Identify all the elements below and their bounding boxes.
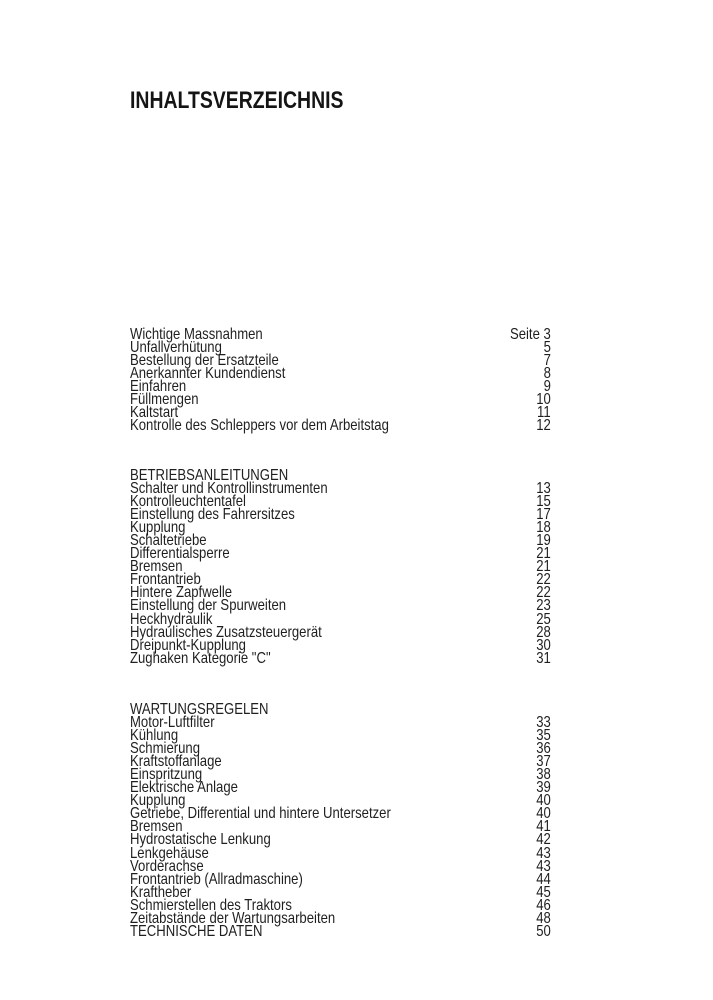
- toc-entry: [130, 391, 551, 409]
- toc-entry-label: Kaltstart: [130, 404, 179, 422]
- toc-entry-page: 36: [536, 740, 551, 758]
- toc-entry-page: 17: [536, 506, 551, 524]
- toc-entry-page: 41: [536, 818, 551, 836]
- toc-entry-page: 37: [536, 753, 551, 771]
- toc-entry-label: Bremsen: [130, 558, 183, 576]
- toc-entry-label: Schalter und Kontrollinstrumenten: [130, 480, 328, 498]
- toc-entry-page: 15: [536, 493, 551, 511]
- toc-entry-page: 21: [536, 545, 551, 563]
- toc-entry-label: Einstellung der Spurweiten: [130, 597, 287, 615]
- toc-entry-label: Kontrolleuchtentafel: [130, 493, 246, 511]
- toc-entry-label: Kühlung: [130, 727, 179, 745]
- toc-entry: [130, 779, 551, 797]
- toc-section-header-label: BETRIEBSANLEITUNGEN: [130, 467, 289, 484]
- toc-entry-page: 28: [536, 623, 551, 641]
- toc-entry-page: 5: [543, 339, 551, 357]
- toc-entry-page: 10: [536, 391, 551, 409]
- toc-entry-label: Bremsen: [130, 818, 183, 836]
- toc-entry-label: Kraftheber: [130, 883, 192, 901]
- toc-entry-label: Hydrostatische Lenkung: [130, 831, 271, 849]
- page-title: INHALTSVERZEICHNIS: [130, 87, 344, 114]
- toc-entry-page: Seite 3: [510, 326, 551, 343]
- toc-entry-page: 39: [536, 779, 551, 797]
- toc-entry-page: 44: [536, 870, 551, 888]
- toc-section-header-label: WARTUNGSREGELEN: [130, 701, 269, 718]
- toc-section: [130, 469, 551, 665]
- toc-entry-page: 12: [536, 417, 551, 435]
- toc-entry: [130, 805, 551, 823]
- toc-entry-label: Kontrolle des Schleppers vor dem Arbeitstag: [130, 417, 389, 435]
- toc-entry-label: Unfallverhütung: [130, 339, 222, 357]
- toc-entry: [130, 870, 551, 888]
- toc-entry-label: Hintere Zapfwelle: [130, 584, 233, 602]
- toc-entry-label: Kupplung: [130, 519, 186, 537]
- toc-entry-label: Elektrische Anlage: [130, 779, 238, 797]
- toc-entry-label: Frontantrieb (Allradmaschine): [130, 870, 303, 888]
- toc-entry-label: Bestellung der Ersatzteile: [130, 352, 279, 370]
- toc-entry: [130, 922, 551, 940]
- toc-entry-page: 43: [536, 844, 551, 862]
- toc-entry-page: 23: [536, 597, 551, 615]
- toc-entry-page: 33: [536, 714, 551, 732]
- toc-entry-label: Zeitabstände der Wartungsarbeiten: [130, 909, 336, 927]
- toc-entry-label: Schmierung: [130, 740, 201, 758]
- toc-entry-label: Schaltetriebe: [130, 532, 207, 550]
- toc-entry-label: Zughaken Kategorie "C": [130, 649, 271, 667]
- toc-entry-label: Vorderachse: [130, 857, 204, 875]
- toc-entry-page: 48: [536, 909, 551, 927]
- toc-entry-page: 46: [536, 896, 551, 914]
- toc-entry-page: 38: [536, 766, 551, 784]
- toc-entry-label: Kraftstoffanlage: [130, 753, 222, 771]
- toc-entry-label: TECHNISCHE DATEN: [130, 922, 263, 940]
- toc-entry: [130, 714, 551, 732]
- toc-entry-page: 30: [536, 636, 551, 654]
- toc-entry-page: 40: [536, 805, 551, 823]
- toc-entry-page: 45: [536, 883, 551, 901]
- toc-entry-label: Kupplung: [130, 792, 186, 810]
- toc-entry: [130, 365, 551, 383]
- toc-entry-label: Hydraulisches Zusatzsteuergerät: [130, 623, 322, 641]
- toc-entry-page: 21: [536, 558, 551, 576]
- toc-entry-label: Einfahren: [130, 378, 187, 396]
- toc-entry: [130, 506, 551, 524]
- toc-entry-page: 50: [536, 922, 551, 940]
- toc-entry-page: 43: [536, 857, 551, 875]
- toc-entry-label: Einstellung des Fahrersitzes: [130, 506, 295, 524]
- toc-entry: [130, 649, 551, 667]
- toc-entry-label: Wichtige Massnahmen: [130, 326, 263, 343]
- toc-entry-label: Lenkgehäuse: [130, 844, 209, 862]
- toc-entry-label: Motor-Luftfilter: [130, 714, 215, 732]
- toc-entry-page: 8: [543, 365, 551, 383]
- toc-entry-page: 42: [536, 831, 551, 849]
- toc-entry-page: 9: [543, 378, 551, 396]
- toc-entry-label: Heckhydraulik: [130, 610, 213, 628]
- toc-entry-label: Schmierstellen des Traktors: [130, 896, 292, 914]
- toc-section: [130, 703, 551, 938]
- toc-entry-page: 19: [536, 532, 551, 550]
- toc-entry-label: Differentialsperre: [130, 545, 230, 563]
- toc-entry: [130, 545, 551, 563]
- toc-entry-page: 25: [536, 610, 551, 628]
- toc-entry: [130, 417, 551, 435]
- toc-entry-label: Einspritzung: [130, 766, 203, 784]
- toc-entry-page: 18: [536, 519, 551, 537]
- toc-entry-page: 40: [536, 792, 551, 810]
- toc-entry-label: Getriebe, Differential und hintere Untersetzer: [130, 805, 391, 823]
- toc-entry-page: 22: [536, 584, 551, 602]
- toc-entry-page: 35: [536, 727, 551, 745]
- toc-entry-page: 11: [537, 404, 551, 422]
- toc-entry-label: Anerkannter Kundendienst: [130, 365, 286, 383]
- toc-entry-page: 7: [543, 352, 551, 370]
- toc-entry-page: 31: [536, 649, 551, 667]
- toc-section: [130, 326, 551, 435]
- toc-entry-label: Frontantrieb: [130, 571, 201, 589]
- toc-entry-label: Dreipunkt-Kupplung: [130, 636, 246, 654]
- toc-entry-page: 13: [536, 480, 551, 498]
- toc-entry-page: 22: [536, 571, 551, 589]
- toc-entry-label: Füllmengen: [130, 391, 199, 409]
